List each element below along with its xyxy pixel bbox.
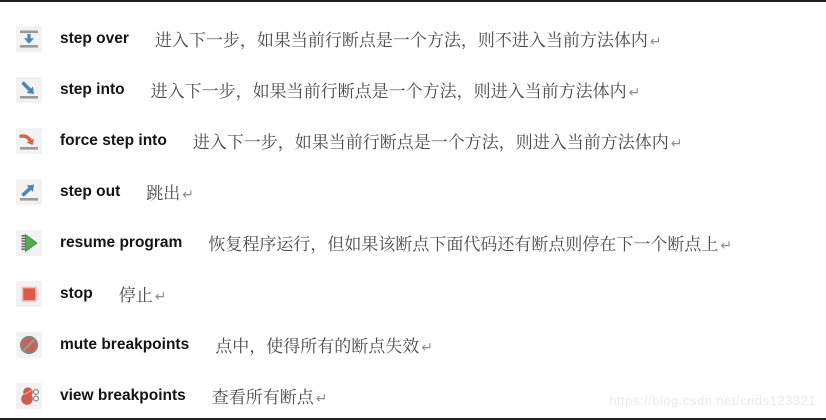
return-mark: ↵ <box>315 391 328 407</box>
step-out-icon <box>16 179 42 205</box>
action-label: resume program <box>60 233 183 251</box>
action-label: mute breakpoints <box>60 335 190 353</box>
return-mark: ↵ <box>649 34 662 50</box>
action-description <box>155 26 662 51</box>
row-step-into <box>0 64 826 115</box>
action-label: force step into <box>60 131 167 149</box>
row-resume-program <box>0 217 826 268</box>
force-step-into-icon <box>16 128 42 154</box>
description-text: 点中，使得所有的断点失效 <box>215 337 420 356</box>
action-description <box>119 281 167 306</box>
stop-icon <box>16 281 42 307</box>
row-step-over <box>0 13 826 64</box>
description-text: 进入下一步，如果当前行断点是一个方法，则进入当前方法体内 <box>192 133 669 152</box>
return-mark: ↵ <box>154 289 167 305</box>
mute-breakpoints-icon <box>16 332 42 358</box>
resume-program-icon <box>16 230 42 256</box>
action-description <box>146 179 194 204</box>
action-description <box>208 230 732 255</box>
action-label: step out <box>60 182 121 200</box>
action-label: stop <box>60 284 93 302</box>
description-text: 停止 <box>118 286 153 305</box>
step-over-icon <box>16 26 42 52</box>
description-text: 查看所有断点 <box>211 388 314 407</box>
description-text: 进入下一步，如果当前行断点是一个方法，则进入当前方法体内 <box>150 82 627 101</box>
description-text: 跳出 <box>146 184 181 203</box>
action-description <box>215 332 433 357</box>
return-mark: ↵ <box>628 85 641 101</box>
row-step-out <box>0 166 826 217</box>
row-stop <box>0 268 826 319</box>
view-breakpoints-icon <box>16 383 42 409</box>
step-into-icon <box>16 77 42 103</box>
description-text: 恢复程序运行，但如果该断点下面代码还有断点则停在下一个断点上 <box>208 235 719 254</box>
row-force-step-into <box>0 115 826 166</box>
return-mark: ↵ <box>421 340 433 356</box>
action-label: step over <box>60 29 129 47</box>
action-label: step into <box>60 80 125 98</box>
return-mark: ↵ <box>182 187 195 203</box>
row-mute-breakpoints <box>0 319 826 370</box>
return-mark: ↵ <box>670 136 683 152</box>
action-description <box>193 128 683 153</box>
csdn-watermark: https://blog.csdn.net/cnds123321 <box>609 393 816 408</box>
action-label: view breakpoints <box>60 386 186 404</box>
debug-actions-list <box>0 2 826 420</box>
action-description <box>212 383 328 408</box>
return-mark: ↵ <box>720 238 733 254</box>
description-text: 进入下一步，如果当前行断点是一个方法，则不进入当前方法体内 <box>154 31 648 50</box>
action-description <box>151 77 641 102</box>
